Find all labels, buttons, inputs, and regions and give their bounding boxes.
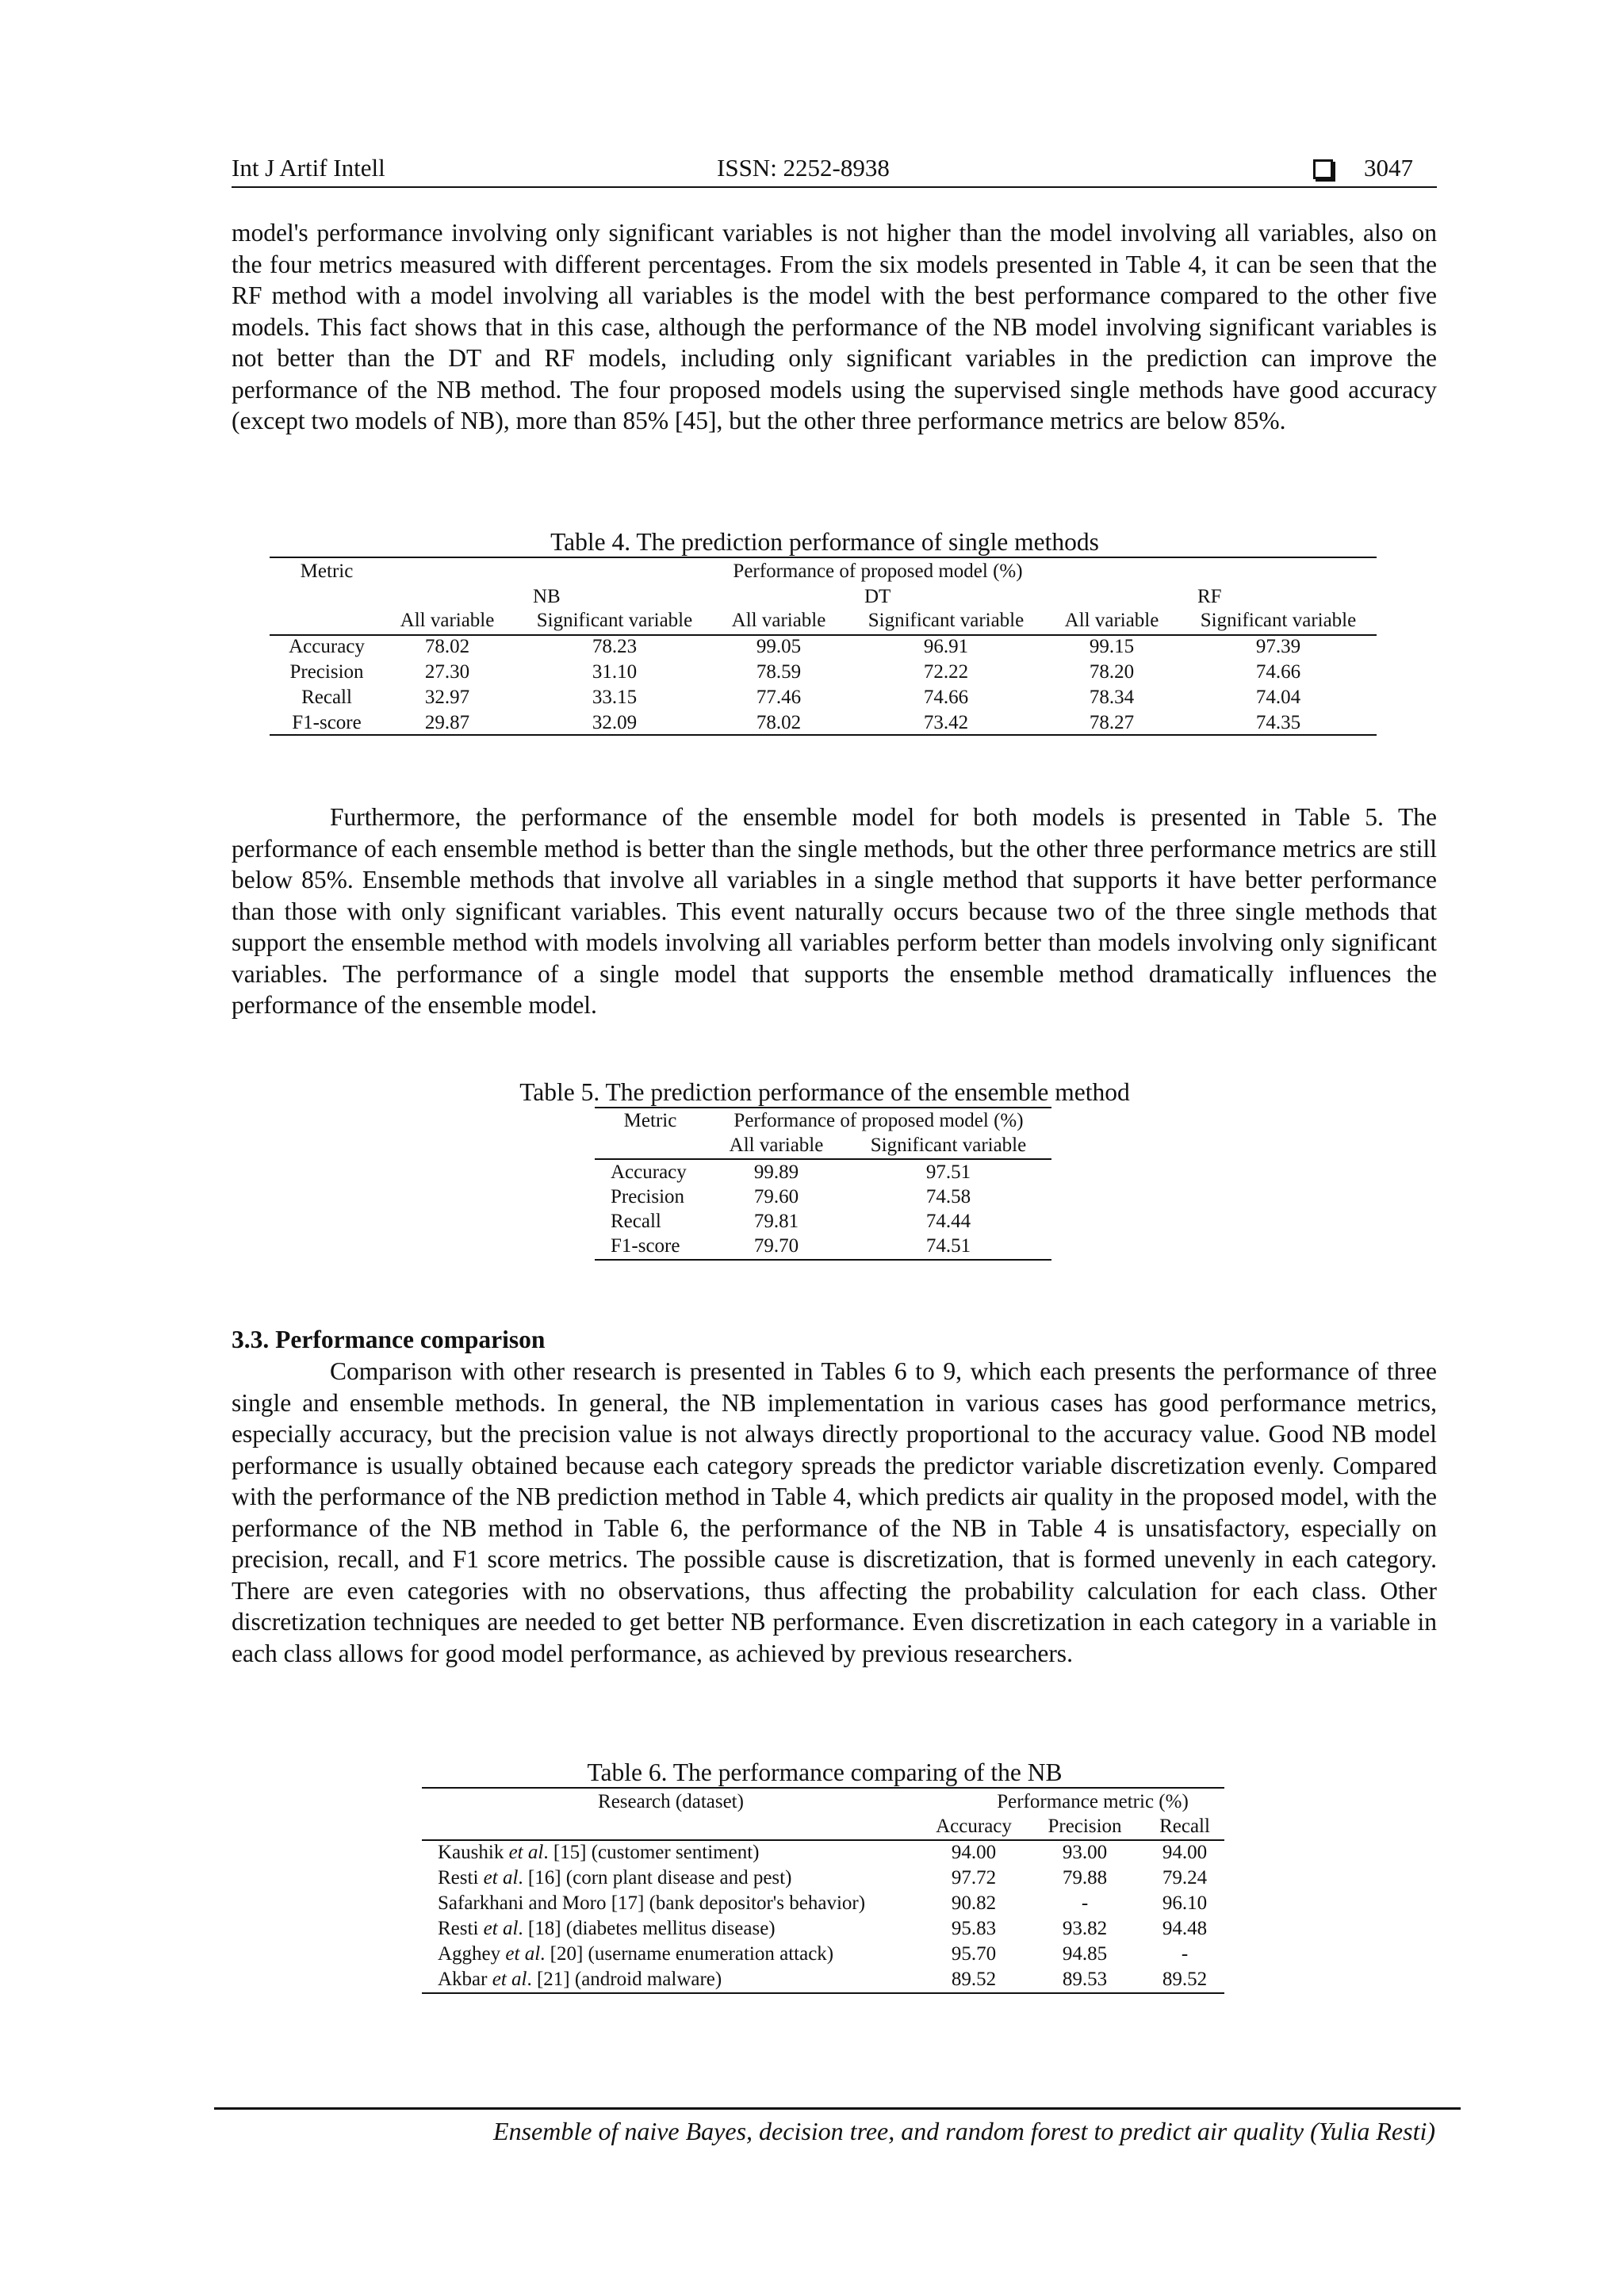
- table-4-cell: 99.15: [1089, 636, 1135, 657]
- table-5-group-header: Performance of proposed model (%): [733, 1110, 1024, 1131]
- table-5-cell: 74.44: [925, 1211, 971, 1232]
- table-5-bottom-rule: [595, 1259, 1051, 1261]
- table-4-subheader: All variable: [731, 610, 826, 631]
- table-4-method-nb: NB: [533, 586, 561, 607]
- table-4-cell: 78.02: [756, 712, 802, 733]
- table-5-cell: 79.81: [753, 1211, 799, 1232]
- table-4-cell: 72.22: [923, 661, 969, 683]
- table-6-row-label: Akbar et al. [21] (android malware): [438, 1969, 722, 1990]
- table-5-cell: 99.89: [753, 1161, 799, 1183]
- issn: ISSN: 2252-8938: [717, 154, 890, 182]
- table-5-top-rule: [595, 1107, 1051, 1108]
- journal-name: Int J Artif Intell: [232, 154, 385, 182]
- table-6-top-rule: [422, 1787, 1224, 1789]
- table-4-cell: 74.04: [1255, 687, 1301, 708]
- table-4-row-label: Precision: [289, 661, 364, 683]
- table-4-cell: 74.66: [1255, 661, 1301, 683]
- table-4-group-header: Performance of proposed model (%): [733, 561, 1023, 582]
- table-5-row-label: Recall: [611, 1211, 661, 1232]
- table-6-cell: -: [1181, 1943, 1189, 1965]
- table-6-cell: 97.72: [951, 1867, 997, 1888]
- table-6-row-label: Agghey et al. [20] (username enumeration attack): [438, 1943, 834, 1965]
- table-4-caption: Table 4. The prediction performance of single methods: [550, 528, 1099, 556]
- table-4-row-label: F1-score: [292, 712, 362, 733]
- table-6-cell: 94.48: [1162, 1918, 1208, 1939]
- table-4-cell: 33.15: [592, 687, 638, 708]
- table-4-subheader: Significant variable: [536, 610, 693, 631]
- paragraph-1: model's performance involving only significant variables is not higher than the model involving all variables, also on the four metrics measured with different percentages. From the six models presented in Table 4, it can be seen that the RF method with a model involving all variables is the model with the best performance compared to the other five models. This fact shows that in this case, although the performance of the NB model involving significant variables is not better than the DT and RF models, including only significant variables in the prediction can improve the performance of the NB method. The four proposed models using the supervised single methods have good accuracy (except two models of NB), more than 85% [45], but the other three performance metrics are below 85%.: [232, 219, 1437, 434]
- table-4-top-rule: [270, 557, 1377, 558]
- section-heading: 3.3. Performance comparison: [232, 1326, 546, 1353]
- table-4-cell: 78.27: [1089, 712, 1135, 733]
- table-5-metric-header: Metric: [623, 1110, 677, 1131]
- table-5-cell: 74.51: [925, 1235, 971, 1257]
- table-4-cell: 27.30: [424, 661, 470, 683]
- table-6-subheader: Precision: [1048, 1816, 1122, 1837]
- table-4-cell: 99.05: [756, 636, 802, 657]
- table-4-cell: 73.42: [923, 712, 969, 733]
- table-6-cell: 93.82: [1062, 1918, 1108, 1939]
- table-6-cell: 79.88: [1062, 1867, 1108, 1888]
- table-6-subheader: Recall: [1159, 1816, 1210, 1837]
- table-4-method-rf: RF: [1197, 586, 1222, 607]
- table-4-method-dt: DT: [864, 586, 891, 607]
- table-5-subheader: Significant variable: [870, 1135, 1027, 1156]
- table-4-metric-header: Metric: [300, 561, 354, 582]
- table-4-row-label: Accuracy: [289, 636, 365, 657]
- table-6-cell: 89.53: [1062, 1969, 1108, 1990]
- table-6-cell: 93.00: [1062, 1842, 1108, 1863]
- table-6-cell: 95.70: [951, 1943, 997, 1965]
- table-5-caption: Table 5. The prediction performance of the ensemble method: [519, 1078, 1130, 1106]
- table-6-cell: 90.82: [951, 1892, 997, 1914]
- table-4-subheader: Significant variable: [868, 610, 1025, 631]
- table-6-row-label: Resti et al. [18] (diabetes mellitus disease): [438, 1918, 776, 1939]
- footer-rule: [214, 2107, 1461, 2110]
- table-4-cell: 77.46: [756, 687, 802, 708]
- table-5-row-label: Accuracy: [611, 1161, 687, 1183]
- table-6-row-label: Kaushik et al. [15] (customer sentiment): [438, 1842, 760, 1863]
- table-6-cell: 79.24: [1162, 1867, 1208, 1888]
- paragraph-3: Comparison with other research is presented in Tables 6 to 9, which each presents the performance of three single and ensemble methods. In general, the NB implementation in various cases has good performance metrics, especially accuracy, but the precision value is not always directly proportional to the accuracy value. Good NB model performance is usually obtained because each category spreads the predictor variable discretization evenly. Compared with the performance of the NB prediction method in Table 4, which predicts air quality in the proposed model, with the performance of the NB method in Table 6, the performance of the NB in Table 4 is unsatisfactory, especially on precision, recall, and F1 score metrics. The possible cause is discretization, that is formed unevenly in each category. There are even categories with no observations, thus affecting the probability calculation for each class. Other discretization techniques are needed to get better NB performance. Even discretization in each category in a variable in each class allows for good model performance, as achieved by previous researchers.: [232, 1357, 1437, 1667]
- table-6-cell: 95.83: [951, 1918, 997, 1939]
- table-4-cell: 31.10: [592, 661, 638, 683]
- header-rule: [232, 186, 1437, 188]
- table-4-cell: 96.91: [923, 636, 969, 657]
- table-6-cell: 89.52: [951, 1969, 997, 1990]
- table-4-cell: 74.66: [923, 687, 969, 708]
- table-4-cell: 78.20: [1089, 661, 1135, 683]
- table-4-cell: 29.87: [424, 712, 470, 733]
- paragraph-2: Furthermore, the performance of the ensemble model for both models is presented in Table 5. The performance of each ensemble method is better than the single methods, but the other three performance metrics are still below 85%. Ensemble methods that involve all variables in a single method that supports it have better performance than those with only significant variables. This event naturally occurs because two of the three single methods that support the ensemble method with models involving all variables perform better than models involving only significant variables. The performance of a single model that supports the ensemble method dramatically influences the performance of the ensemble model.: [232, 803, 1437, 1019]
- table-4-subheader: All variable: [1064, 610, 1159, 631]
- table-6-cell: 94.00: [1162, 1842, 1208, 1863]
- table-6-row-label: Safarkhani and Moro [17] (bank depositor's behavior): [438, 1892, 866, 1914]
- table-6-cell: 94.85: [1062, 1943, 1108, 1965]
- table-6-cell: 94.00: [951, 1842, 997, 1863]
- table-5-cell: 74.58: [925, 1186, 971, 1207]
- table-4-subheader: Significant variable: [1200, 610, 1357, 631]
- table-6-cell: -: [1081, 1892, 1089, 1914]
- table-4-cell: 78.34: [1089, 687, 1135, 708]
- table-6-group-header: Performance metric (%): [997, 1791, 1189, 1812]
- footer-title: Ensemble of naive Bayes, decision tree, and random forest to predict air quality (Yulia Resti): [493, 2117, 1435, 2145]
- table-5-cell: 97.51: [925, 1161, 971, 1183]
- table-4-cell: 32.09: [592, 712, 638, 733]
- table-6-research-header: Research (dataset): [598, 1791, 744, 1812]
- table-6-bottom-rule: [422, 1992, 1224, 1994]
- table-6-row-label: Resti et al. [16] (corn plant disease and pest): [438, 1867, 792, 1888]
- table-4-cell: 78.59: [756, 661, 802, 683]
- checkbox-square-icon: [1313, 159, 1333, 179]
- table-5-cell: 79.70: [753, 1235, 799, 1257]
- table-5-cell: 79.60: [753, 1186, 799, 1207]
- table-6-cell: 96.10: [1162, 1892, 1208, 1914]
- table-6-cell: 89.52: [1162, 1969, 1208, 1990]
- table-5-header-rule: [595, 1158, 1051, 1160]
- table-6-subheader: Accuracy: [936, 1816, 1012, 1837]
- table-4-cell: 32.97: [424, 687, 470, 708]
- page-number: 3047: [1364, 154, 1413, 182]
- table-5-row-label: F1-score: [611, 1235, 680, 1257]
- table-5-row-label: Precision: [611, 1186, 685, 1207]
- table-4-row-label: Recall: [301, 687, 352, 708]
- table-4-cell: 97.39: [1255, 636, 1301, 657]
- table-4-subheader: All variable: [400, 610, 495, 631]
- table-4-bottom-rule: [270, 734, 1377, 736]
- table-4-cell: 78.23: [592, 636, 638, 657]
- table-6-caption: Table 6. The performance comparing of the NB: [587, 1758, 1063, 1786]
- table-4-cell: 78.02: [424, 636, 470, 657]
- table-5-subheader: All variable: [729, 1135, 824, 1156]
- table-4-cell: 74.35: [1255, 712, 1301, 733]
